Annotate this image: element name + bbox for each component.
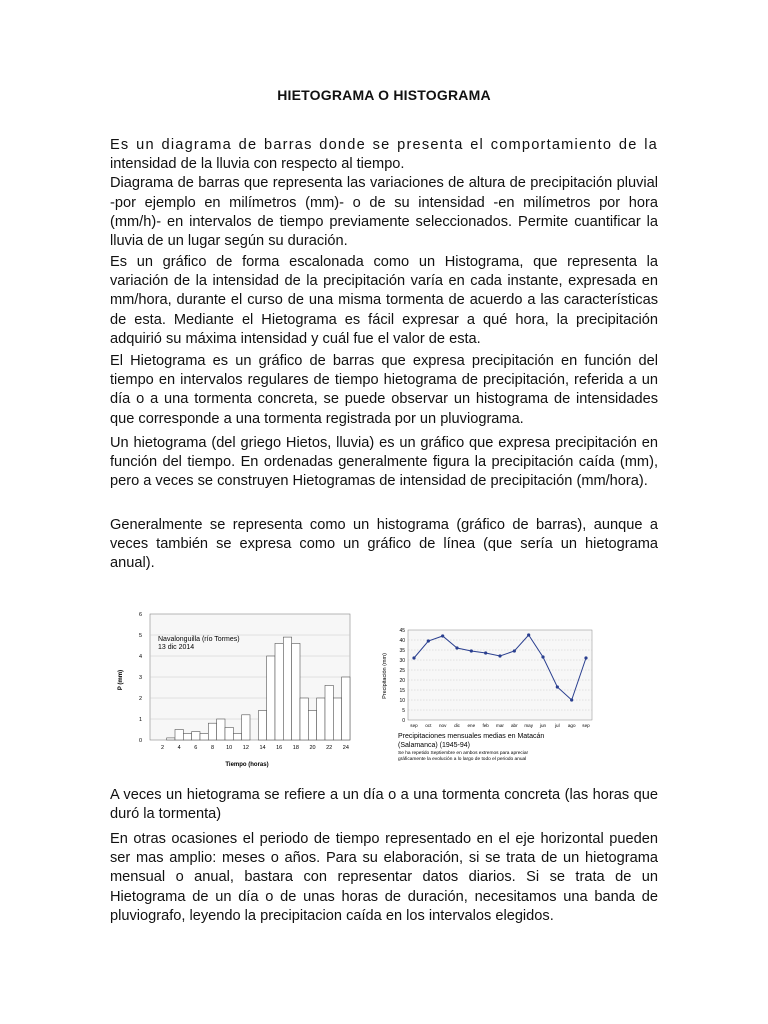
bar-hour-16 [275,643,283,740]
paragraph-4: Un hietograma (del griego Hietos, lluvia) es un gráfico que expresa precipitación en función del tiempo. En ordenadas generalmente figura la precipitación caída (mm), pero a veces se construyen Hietogramas de intensidad de precipitación (mm/hora). [110,435,658,490]
bar-hour-19 [300,698,308,740]
bar-y-tick-label: 1 [138,717,142,723]
bar-hour-3 [167,738,175,740]
line-x-tick-label: ene [467,723,476,728]
hyetograph-bar-chart [110,606,360,772]
line-y-tick-label: 20 [399,677,405,684]
line-y-tick-label: 5 [402,707,405,714]
bar-hour-11 [233,734,241,740]
line-x-tick-label: sep [582,723,590,728]
line-plot-area [408,630,592,720]
line-y-axis-label: Precipitación (mm) [382,653,388,699]
bar-x-tick-label: 18 [292,745,299,751]
line-point-mar [498,654,501,657]
bar-hour-22 [325,685,333,740]
bar-x-tick-label: 8 [210,745,215,751]
line-chart-subtitle: (Salamanca) (1945-94) [398,742,470,749]
bar-hour-15 [267,656,275,740]
bar-chart-subtitle: 13 dic 2014 [158,644,195,651]
line-point-ago [570,698,573,701]
line-y-tick-label: 40 [399,637,405,644]
bar-hour-17 [283,637,291,740]
line-point-feb [484,651,487,654]
bar-chart-title: Navalonguilla (río Tormes) [158,636,240,643]
bar-hour-18 [292,643,300,740]
line-x-tick-label: jul [555,723,560,728]
bar-x-tick-label: 22 [326,745,333,751]
bar-hour-9 [217,719,225,740]
line-x-tick-label: jun [539,723,547,728]
bar-x-tick-label: 12 [242,745,249,751]
line-x-tick-label: sep [410,723,418,728]
line-x-tick-label: mar [496,723,504,728]
bar-hour-24 [342,677,350,740]
paragraph-intro-rest: intensidad de la lluvia con respecto al tiempo. [110,156,405,173]
line-x-tick-label: may [524,723,534,728]
line-point-dic [455,646,458,649]
bar-hour-10 [225,727,233,740]
bar-y-tick-label: 5 [138,633,142,639]
line-point-may [527,633,530,636]
bar-x-tick-label: 14 [259,745,266,751]
line-point-nov [441,634,444,637]
line-y-tick-label: 15 [399,687,405,694]
bar-x-tick-label: 24 [342,745,349,751]
line-point-oct [427,639,430,642]
line-x-tick-label: oct [425,723,432,728]
line-chart-note-1: Se ha repetido Septiembre en ambos extremos para apreciar [398,751,529,756]
bar-x-tick-label: 16 [276,745,283,751]
line-point-jul [556,685,559,688]
line-point-sep [412,656,415,659]
paragraph-intro [110,136,658,251]
bar-y-tick-label: 0 [138,738,142,744]
bar-y-tick-label: 6 [138,612,142,618]
bar-hour-23 [333,698,341,740]
bar-y-tick-label: 4 [138,654,142,660]
line-y-tick-label: 30 [399,657,405,664]
line-x-tick-label: feb [482,723,489,728]
paragraph-6: A veces un hietograma se refiere a un día o a una tormenta concreta (las horas que duró la tormenta) [110,787,658,823]
bar-y-tick-label: 3 [138,675,142,681]
monthly-precipitation-line-chart [380,626,610,771]
line-x-tick-label: abr [511,723,518,728]
line-y-tick-label: 45 [399,627,405,634]
bar-hour-4 [175,730,183,741]
bar-hour-7 [200,734,208,740]
bar-x-tick-label: 2 [160,745,165,751]
line-chart-note-2: gráficamente la evolución a lo largo de todo el periodo anual [398,757,527,762]
paragraph-7: En otras ocasiones el periodo de tiempo representado en el eje horizontal pueden ser mas amplio: meses o años. Para su elaboración, si se trata de un hietograma mensual o anual, bastara con representar datos diarios. Si se trata de un Hietograma de un día o de unas horas de duración, necesitamos una banda de pluviografo, leyendo la precipitacion caída en los intervalos elegidos. [110,831,658,924]
bar-hour-21 [317,698,325,740]
bar-x-axis-label: Tiempo (horas) [225,762,269,768]
paragraph-5: Generalmente se representa como un histograma (gráfico de barras), aunque a veces también se expresa como un gráfico de línea (que sería un hietograma anual). [110,517,658,572]
line-x-tick-label: ago [567,723,576,728]
bar-x-tick-label: 6 [194,745,198,751]
line-x-tick-label: nov [438,723,447,728]
bar-hour-6 [192,732,200,740]
paragraph-intro-second: Diagrama de barras que representa las variaciones de altura de precipitación pluvial -por ejemplo en milímetros (mm)- o de su intensidad -en milímetros por hora (mm/h)- en intervalos de tiempo previamente seleccionados. Permite cuantificar la lluvia de un lugar según su duración. [110,175,658,250]
bar-hour-20 [308,711,316,740]
paragraph-intro-lead: Es un diagrama de barras donde se presenta el comportamiento de la [110,137,658,153]
line-point-ene [470,649,473,652]
bar-x-tick-label: 20 [309,745,316,751]
line-y-tick-label: 25 [399,667,405,674]
line-point-abr [513,649,516,652]
line-point-sep [584,656,587,659]
line-y-tick-label: 35 [399,647,405,654]
bar-x-tick-label: 4 [177,745,181,751]
bar-hour-12 [242,715,250,740]
bar-hour-8 [208,723,216,740]
paragraph-3: El Hietograma es un gráfico de barras que expresa precipitación en función del tiempo en intervalos regulares de tiempo hietograma de precipitación, referida a un día o a una tormenta concreta, se puede observar un histograma de intensidades que corresponde a una tormenta registrada por un pluviograma. [110,353,658,427]
paragraph-2: Es un gráfico de forma escalonada como un Histograma, que representa la variación de la intensidad de la precipitación varía en cada instante, expresada en mm/hora, durante el curso de una misma tormenta de acuerdo a las características de esta. Mediante el Hietograma es fácil expresar a qué hora, la precipitación adquirió su máxima intensidad y cuál fue el valor de esta. [110,254,658,347]
line-y-tick-label: 10 [399,697,405,704]
bar-hour-5 [183,734,191,740]
bar-y-axis-label: P (mm) [118,669,124,691]
bar-hour-14 [258,711,266,740]
line-point-jun [541,655,544,658]
bar-y-tick-label: 2 [138,696,142,702]
bar-x-tick-label: 10 [226,745,233,751]
page-title: HIETOGRAMA O HISTOGRAMA [277,87,491,103]
line-y-tick-label: 0 [402,717,405,724]
line-chart-title: Precipitaciones mensuales medias en Matacán [398,733,545,740]
line-x-tick-label: dic [454,723,460,728]
